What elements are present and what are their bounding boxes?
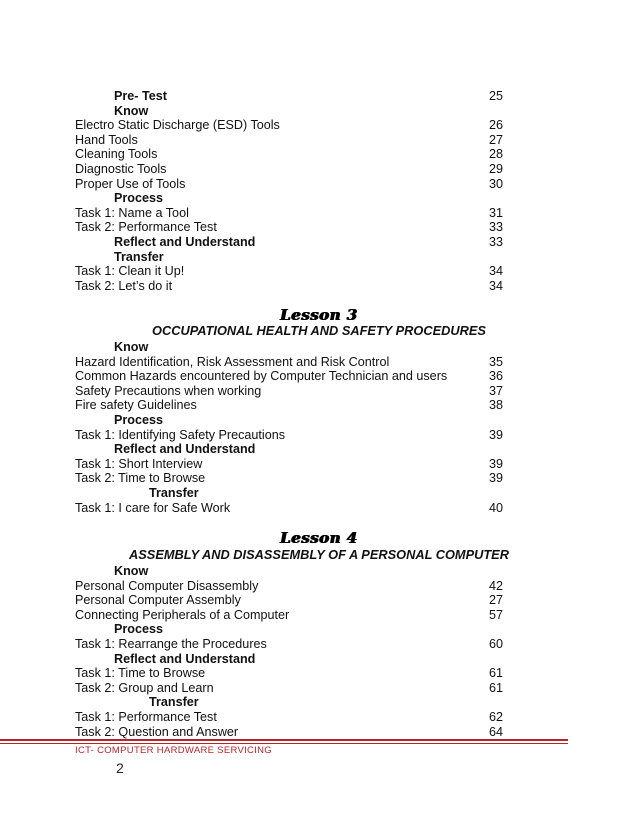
toc-entry	[75, 637, 503, 652]
toc-entry	[75, 471, 503, 486]
toc-subheading	[75, 104, 503, 119]
toc-entry-page: 34	[488, 278, 503, 293]
toc-subheading	[75, 622, 503, 637]
toc-entry-page: 40	[488, 500, 503, 515]
toc-entry-label: Task 2: Question and Answer	[75, 724, 239, 739]
toc-entry-label: Transfer	[114, 249, 164, 264]
toc-entry-label: Proper Use of Tools	[75, 176, 186, 191]
toc-entry	[75, 666, 503, 681]
toc-entry-page: 29	[488, 162, 503, 176]
toc-entry-label: Know	[114, 564, 149, 578]
toc-subheading	[75, 652, 503, 667]
lesson-title: OCCUPATIONAL HEALTH AND SAFETY PROCEDURES	[152, 323, 486, 338]
toc-entry-label: Pre- Test	[114, 89, 167, 103]
toc-entry-label: Task 2: Let’s do it	[75, 278, 173, 293]
toc-subheading	[75, 191, 503, 206]
toc-entry-page: 26	[488, 118, 503, 133]
toc-entry-page: 25	[488, 89, 503, 103]
toc-entry-label: Task 2: Performance Test	[75, 220, 217, 235]
toc-subheading	[75, 235, 503, 250]
toc-entry-label: Know	[114, 103, 149, 118]
toc-entry-page: 62	[488, 710, 503, 724]
toc-entry-label: Diagnostic Tools	[75, 162, 167, 176]
toc-entry-label: Cleaning Tools	[75, 147, 158, 162]
toc-entry-page: 57	[488, 607, 503, 622]
toc-subheading	[75, 695, 503, 710]
toc-subheading	[75, 340, 503, 355]
toc-entry	[75, 579, 503, 594]
toc-entry-page: 30	[488, 176, 503, 191]
toc-entry-page: 39	[488, 471, 503, 486]
toc-entry-label: Task 2: Time to Browse	[75, 471, 206, 486]
toc-entry-label: Safety Precautions when working	[75, 383, 262, 398]
toc-entry	[75, 133, 503, 148]
toc-entry-label: Hand Tools	[75, 132, 138, 147]
toc-entry	[75, 681, 503, 696]
toc-entry	[75, 355, 503, 370]
toc-subheading	[75, 89, 503, 104]
toc-subheading	[75, 413, 503, 428]
toc-entry-page: 61	[488, 666, 503, 681]
toc-entry-page: 36	[488, 369, 503, 384]
toc-subheading	[75, 442, 503, 457]
toc-entry-label: Task 1: Time to Browse	[75, 666, 206, 681]
toc-entry-label: Task 1: Rearrange the Procedures	[75, 637, 267, 651]
toc-entry	[75, 501, 503, 516]
toc-entry-label: Personal Computer Disassembly	[75, 578, 259, 593]
toc-entry-label: Process	[114, 191, 164, 206]
toc-entry	[75, 264, 503, 279]
toc-entry-page: 37	[488, 383, 503, 398]
toc-entry-page: 38	[488, 398, 503, 413]
toc-entry-page: 39	[488, 456, 503, 471]
toc-entry-label: Task 1: Identifying Safety Precautions	[75, 427, 286, 442]
toc-entry	[75, 384, 503, 399]
toc-entry	[75, 608, 503, 623]
toc-entry-label: Personal Computer Assembly	[75, 593, 241, 608]
toc-entry-label: Task 1: Performance Test	[75, 710, 217, 724]
toc-entry-page: 64	[488, 724, 503, 739]
toc-entry-label: Electro Static Discharge (ESD) Tools	[75, 118, 280, 133]
toc-entry-label: Task 1: Short Interview	[75, 456, 203, 471]
toc-entry	[75, 162, 503, 177]
footer-rule	[0, 739, 568, 741]
toc-subheading	[75, 486, 503, 501]
toc-entry-page: 27	[488, 593, 503, 608]
toc-entry-page: 60	[488, 637, 503, 651]
toc-entry	[75, 593, 503, 608]
toc-entry-label: Reflect and Understand	[114, 235, 256, 249]
toc-entry-label: Hazard Identification, Risk Assessment and Risk Control	[75, 354, 390, 369]
toc-entry	[75, 725, 503, 740]
toc-entry-page: 35	[488, 354, 503, 369]
toc-entry-label: Transfer	[149, 695, 199, 710]
toc-entry	[75, 206, 503, 221]
toc-entry	[75, 428, 503, 443]
toc-entry-page: 61	[488, 680, 503, 695]
toc-entry-label: Process	[114, 622, 164, 637]
toc-entry-label: Connecting Peripherals of a Computer	[75, 607, 290, 622]
footer-rule-thin	[0, 743, 568, 744]
toc-entry-page: 33	[488, 235, 503, 249]
toc-entry-label: Task 2: Group and Learn	[75, 680, 214, 695]
lesson-label: Lesson 3	[280, 306, 358, 324]
toc-entry-page: 31	[488, 205, 503, 220]
toc-entry-label: Reflect and Understand	[114, 651, 256, 666]
toc-subheading	[75, 564, 503, 579]
toc-entry-label: Transfer	[149, 486, 199, 500]
lesson-label: Lesson 4	[280, 529, 358, 547]
toc-entry	[75, 220, 503, 235]
toc-entry-page: 33	[488, 220, 503, 235]
toc-entry-label: Task 1: I care for Safe Work	[75, 500, 231, 515]
toc-entry-page: 28	[488, 147, 503, 162]
toc-entry-label: Common Hazards encountered by Computer Technician and users	[75, 369, 448, 384]
toc-entry-label: Task 1: Clean it Up!	[75, 264, 185, 279]
toc-entry-label: Fire safety Guidelines	[75, 398, 197, 413]
toc-entry	[75, 457, 503, 472]
toc-entry	[75, 118, 503, 133]
page-number: 2	[116, 760, 124, 776]
toc-entry-page: 39	[488, 427, 503, 442]
toc-subheading	[75, 250, 503, 265]
toc-entry	[75, 177, 503, 192]
toc-entry-page: 27	[488, 132, 503, 147]
toc-entry-label: Know	[114, 340, 149, 354]
toc-entry	[75, 398, 503, 413]
toc-entry-label: Process	[114, 413, 164, 427]
toc-entry-page: 34	[488, 264, 503, 279]
toc-entry	[75, 147, 503, 162]
lesson-title: ASSEMBLY AND DISASSEMBLY OF A PERSONAL COMPUTER	[129, 547, 509, 562]
footer-text: ICT- COMPUTER HARDWARE SERVICING	[75, 745, 272, 756]
toc-entry	[75, 369, 503, 384]
toc-entry-label: Task 1: Name a Tool	[75, 205, 189, 220]
toc-entry	[75, 710, 503, 725]
toc-entry	[75, 279, 503, 294]
toc-entry-label: Reflect and Understand	[114, 442, 256, 457]
toc-entry-page: 42	[488, 578, 503, 593]
